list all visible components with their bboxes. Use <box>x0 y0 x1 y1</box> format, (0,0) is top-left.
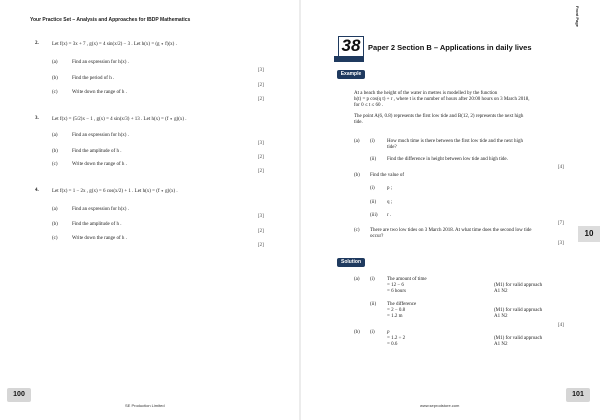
sol-a-i-m1: (M1) for valid approach <box>494 283 543 288</box>
left-header: Your Practice Set – Analysis and Approaches for IBDP Mathematics <box>30 17 191 23</box>
sol-a-ii-m2: A1 N2 <box>494 314 508 319</box>
qb-iii-text: r . <box>387 213 392 218</box>
q4-stem: Let f(x) = 1 − 2x , g(x) = 6 cos(x/2) + 1 . Let h(x) = (f ∘ g)(x) . <box>52 189 178 194</box>
q2c-label: (c) <box>52 90 58 95</box>
qa-i-label: (i) <box>370 139 375 144</box>
sol-a-label: (a) <box>354 277 360 282</box>
qb-ii-text: q ; <box>387 200 393 205</box>
q4b-marks: [2] <box>258 229 264 234</box>
q4c-label: (c) <box>52 236 58 241</box>
sol-a-i-label: (i) <box>370 277 375 282</box>
qb-text: Find the value of <box>370 173 405 178</box>
q2a-text: Find an expression for h(x) . <box>72 60 129 65</box>
qa-ii-text: Find the difference in height between low tide and high tide. <box>387 157 508 162</box>
q3-stem: Let f(x) = (5/2)x − 1 , g(x) = 4 sin(x/3) + 13 . Let h(x) = (f ∘ g)(x) . <box>52 117 187 122</box>
q4b-text: Find the amplitude of h . <box>72 222 122 227</box>
example-point-1: The point A(6, 0.8) represents the first low tide and B(12, 2) represents the next high <box>354 114 524 119</box>
q3-number: 3. <box>35 116 39 121</box>
sol-a-i-line2: = 12 − 6 <box>387 283 404 288</box>
q2c-text: Write down the range of h . <box>72 90 127 95</box>
qb-label: (b) <box>354 173 360 178</box>
page-gutter <box>299 0 301 420</box>
q3a-label: (a) <box>52 133 58 138</box>
example-intro-1: At a beach the height of the water in metres is modelled by the function <box>354 91 498 96</box>
sol-b-label: (b) <box>354 330 360 335</box>
example-point-2: tide. <box>354 120 363 125</box>
qc-text-1: There are two low tides on 3 March 2018. At what time does the second low tide <box>370 228 532 233</box>
qb-i-label: (i) <box>370 186 375 191</box>
sol-b-i-m1: (M1) for valid approach <box>494 336 543 341</box>
q4-number: 4. <box>35 188 39 193</box>
q4b-label: (b) <box>52 222 58 227</box>
sol-a-i-m2: A1 N2 <box>494 289 508 294</box>
sol-b-i-label: (i) <box>370 330 375 335</box>
qb-i-text: p ; <box>387 186 393 191</box>
qb-ii-label: (ii) <box>370 200 377 205</box>
sol-a-marks: [4] <box>558 323 564 328</box>
qa-ii-label: (ii) <box>370 157 377 162</box>
left-footer: SE Production Limited <box>125 403 165 408</box>
q4c-marks: [2] <box>258 243 264 248</box>
q2a-marks: [3] <box>258 68 264 73</box>
chapter-title: Paper 2 Section B – Applications in daily lives <box>368 43 532 52</box>
sol-a-ii-label: (ii) <box>370 302 377 307</box>
chapter-number: 38 <box>341 36 361 55</box>
qa-label: (a) <box>354 139 360 144</box>
sol-a-i-line3: = 6 hours <box>387 289 406 294</box>
solution-label: Solution <box>337 258 365 267</box>
sol-a-ii-line2: = 2 − 0.8 <box>387 308 406 313</box>
q3b-label: (b) <box>52 149 58 154</box>
q3c-marks: [2] <box>258 169 264 174</box>
example-intro-3: for 0 ≤ t ≤ 60 . <box>354 103 383 108</box>
right-page-number: 101 <box>566 388 590 402</box>
q3b-marks: [2] <box>258 155 264 160</box>
q3a-marks: [3] <box>258 141 264 146</box>
q2-stem: Let f(x) = 3x + 7 , g(x) = 4 sin(x/2) − 3 . Let h(x) = (g ∘ f)(x) . <box>52 42 177 47</box>
q3c-text: Write down the range of h . <box>72 162 127 167</box>
q2c-marks: [2] <box>258 97 264 102</box>
sol-a-ii-line1: The difference <box>387 302 417 307</box>
qa-i-text-2: tide? <box>387 145 397 150</box>
side-tab: 10 <box>578 226 600 242</box>
q4a-label: (a) <box>52 207 58 212</box>
sol-a-i-line1: The amount of time <box>387 277 427 282</box>
q3b-text: Find the amplitude of h . <box>72 149 122 154</box>
q2a-label: (a) <box>52 60 58 65</box>
left-page-number: 100 <box>7 388 31 402</box>
example-label: Example <box>337 70 365 79</box>
q4a-text: Find an expression for h(x) . <box>72 207 129 212</box>
right-header: Front Page <box>575 6 580 27</box>
sol-b-i-line3: = 0.6 <box>387 342 398 347</box>
qa-i-text-1: How much time is there between the first low tide and the next high <box>387 139 523 144</box>
qa-marks: [4] <box>558 165 564 170</box>
q2b-label: (b) <box>52 76 58 81</box>
sol-b-i-line1: p <box>387 330 390 335</box>
qc-marks: [3] <box>558 241 564 246</box>
sol-b-i-line2: = 1.2 ÷ 2 <box>387 336 406 341</box>
q4c-text: Write down the range of h . <box>72 236 127 241</box>
q2-number: 2. <box>35 41 39 46</box>
q4a-marks: [3] <box>258 214 264 219</box>
qb-marks: [7] <box>558 221 564 226</box>
example-intro-2: h(t) = p cos(q t) + r , where t is the number of hours after 20:00 hours on 3 March 2018, <box>354 97 530 102</box>
sol-b-i-m2: A1 N2 <box>494 342 508 347</box>
q3a-text: Find an expression for h(x) . <box>72 133 129 138</box>
q2b-marks: [2] <box>258 83 264 88</box>
qb-iii-label: (iii) <box>370 213 378 218</box>
qc-label: (c) <box>354 228 360 233</box>
sol-a-ii-m1: (M1) for valid approach <box>494 308 543 313</box>
right-footer: www.seprodstore.com <box>420 403 460 408</box>
sol-a-ii-line3: = 1.2 m <box>387 314 403 319</box>
q3c-label: (c) <box>52 162 58 167</box>
q2b-text: Find the period of h . <box>72 76 115 81</box>
qc-text-2: occur? <box>370 234 384 239</box>
